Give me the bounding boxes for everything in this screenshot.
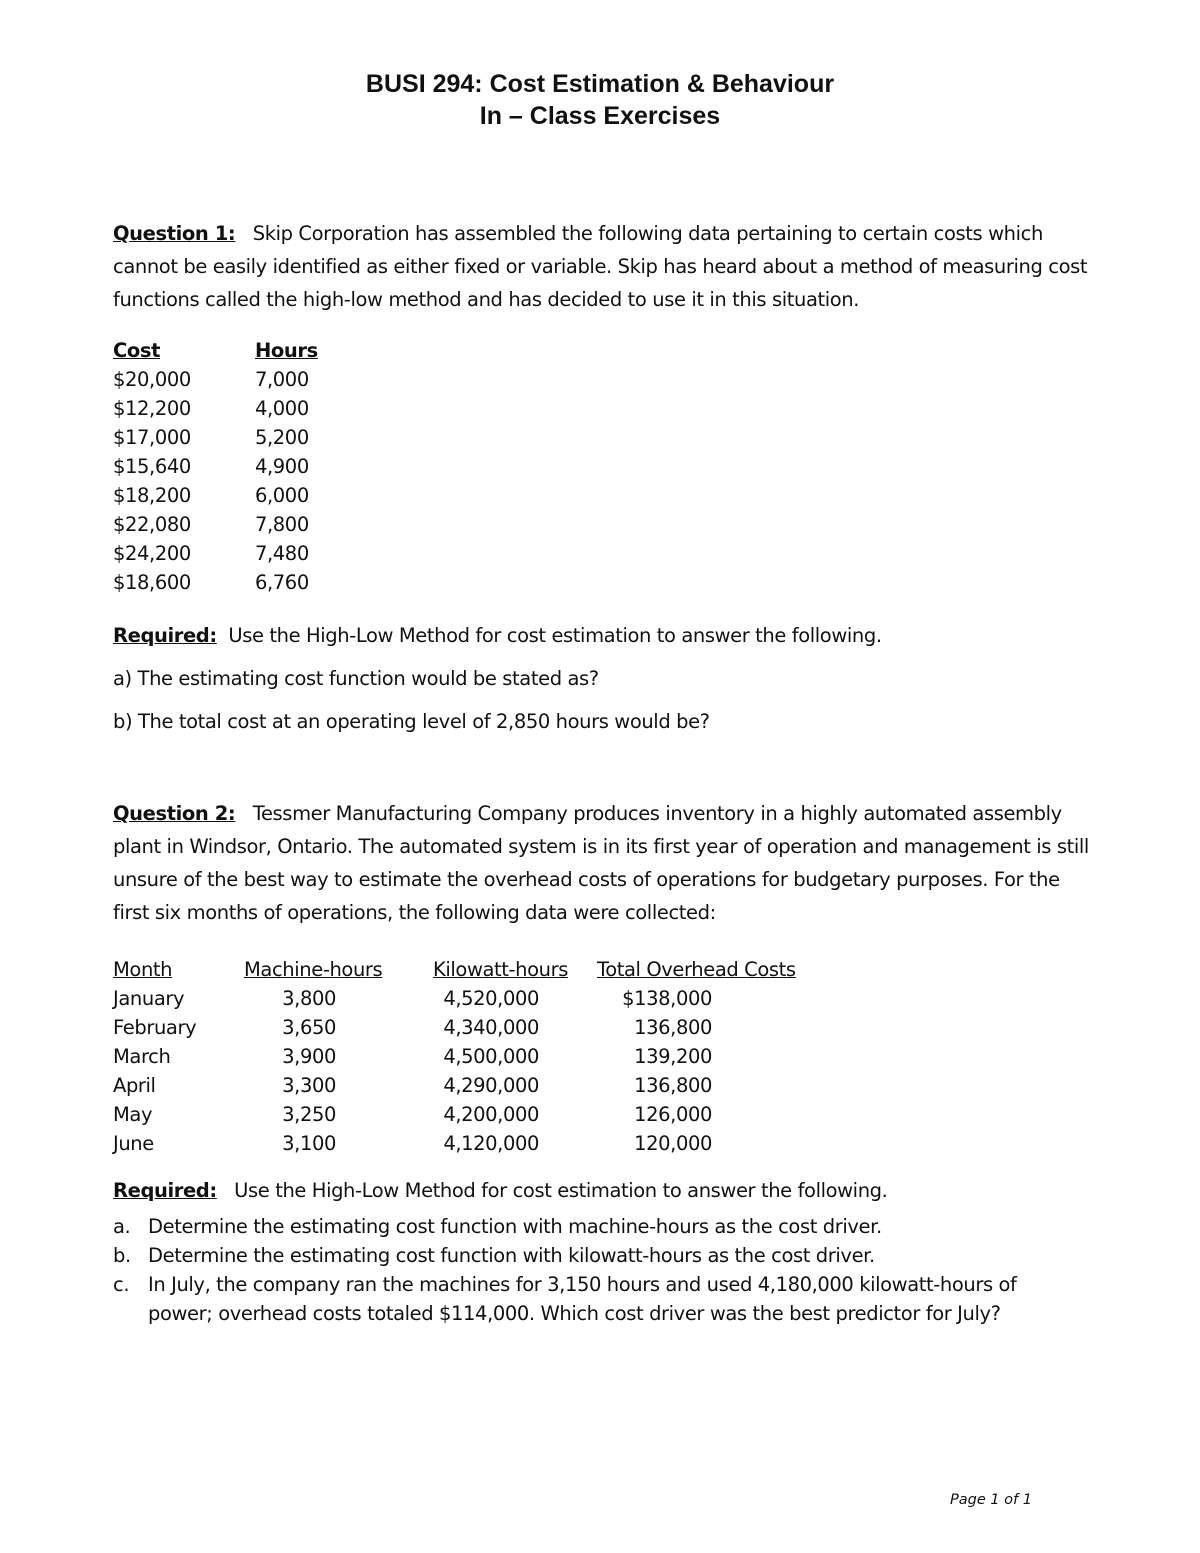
month-cell: May [113,1103,153,1126]
machine-hours-cell: 3,300 [282,1074,336,1097]
month-cell: January [113,987,185,1010]
cost-cell: $12,200 [113,397,191,420]
cost-cell: $15,640 [113,455,191,478]
machine-hours-cell: 3,250 [282,1103,336,1126]
list-item-text: Determine the estimating cost function with machine-hours as the cost driver. [148,1215,882,1238]
machine-hours-cell: 3,100 [282,1132,336,1155]
hours-cell: 7,800 [255,513,309,536]
machine-hours-cell: 3,800 [282,987,336,1010]
question-2-required [113,1179,887,1202]
question-1-paragraph [113,217,1093,316]
document-title: BUSI 294: Cost Estimation & Behaviour [365,70,835,98]
list-marker: b. [113,1244,131,1267]
column-header-total-overhead-costs: Total Overhead Costs [597,958,796,981]
document-subtitle: In – Class Exercises [479,102,721,130]
list-item-text: In July, the company ran the machines for 3,150 hours and used 4,180,000 kilowatt-hours of power; overhead costs totaled $114,000. Which cost driver was the best predictor for July? [148,1273,1017,1325]
kilowatt-hours-cell: 4,500,000 [443,1045,539,1068]
cost-cell: $22,080 [113,513,191,536]
kilowatt-hours-cell: 4,200,000 [443,1103,539,1126]
hours-cell: 4,000 [255,397,309,420]
cost-cell: $17,000 [113,426,191,449]
cost-cell: $18,200 [113,484,191,507]
column-header-hours: Hours [255,339,318,362]
column-header-kilowatt-hours: Kilowatt-hours [433,958,569,981]
page-number: Page 1 of 1 [949,1492,1032,1508]
question-1-text: Skip Corporation has assembled the following data pertaining to certain costs which cannot be easily identified as either fixed or variable. Skip has heard about a method of measuring cost functions called the high-low method and has decided to use it in this situation. [113,222,1088,311]
month-cell: April [113,1074,156,1097]
question-1-part-a: a) The estimating cost function would be stated as? [113,667,599,690]
list-marker: c. [113,1273,130,1296]
required-label: Required: [113,624,217,647]
kilowatt-hours-cell: 4,290,000 [443,1074,539,1097]
cost-cell: $20,000 [113,368,191,391]
list-marker: a. [113,1215,131,1238]
month-cell: June [113,1132,154,1155]
kilowatt-hours-cell: 4,120,000 [443,1132,539,1155]
month-cell: March [113,1045,171,1068]
question-1-part-b: b) The total cost at an operating level of 2,850 hours would be? [113,710,710,733]
month-cell: February [113,1016,197,1039]
list-item-text: Determine the estimating cost function with kilowatt-hours as the cost driver. [148,1244,875,1267]
cost-cell: $24,200 [113,542,191,565]
overhead-cost-cell: 120,000 [634,1132,712,1155]
column-header-machine-hours: Machine-hours [244,958,383,981]
kilowatt-hours-cell: 4,520,000 [443,987,539,1010]
question-2-text: Tessmer Manufacturing Company produces inventory in a highly automated assembly plant in Windsor, Ontario. The automated system is in its first year of operation and management is still unsure of the best way to estimate the overhead costs of operations for budgetary purposes. For the first six months of operations, the following data were collected: [113,802,1089,924]
overhead-cost-cell: 139,200 [634,1045,712,1068]
hours-cell: 7,000 [255,368,309,391]
question-1-label: Question 1: [113,222,236,245]
required-label: Required: [113,1179,217,1202]
question-2-label: Question 2: [113,802,236,825]
question-2-paragraph [113,797,1093,929]
hours-cell: 4,900 [255,455,309,478]
machine-hours-cell: 3,900 [282,1045,336,1068]
question-1-required [113,624,882,647]
column-header-month: Month [113,958,173,981]
hours-cell: 5,200 [255,426,309,449]
kilowatt-hours-cell: 4,340,000 [443,1016,539,1039]
required-text: Use the High-Low Method for cost estimation to answer the following. [228,624,882,647]
overhead-cost-cell: 136,800 [634,1074,712,1097]
column-header-cost: Cost [113,339,161,362]
hours-cell: 6,000 [255,484,309,507]
overhead-cost-cell: 136,800 [634,1016,712,1039]
machine-hours-cell: 3,650 [282,1016,336,1039]
overhead-cost-cell: 126,000 [634,1103,712,1126]
hours-cell: 7,480 [255,542,309,565]
cost-cell: $18,600 [113,571,191,594]
required-text: Use the High-Low Method for cost estimation to answer the following. [234,1179,888,1202]
overhead-cost-cell: $138,000 [622,987,712,1010]
hours-cell: 6,760 [255,571,309,594]
